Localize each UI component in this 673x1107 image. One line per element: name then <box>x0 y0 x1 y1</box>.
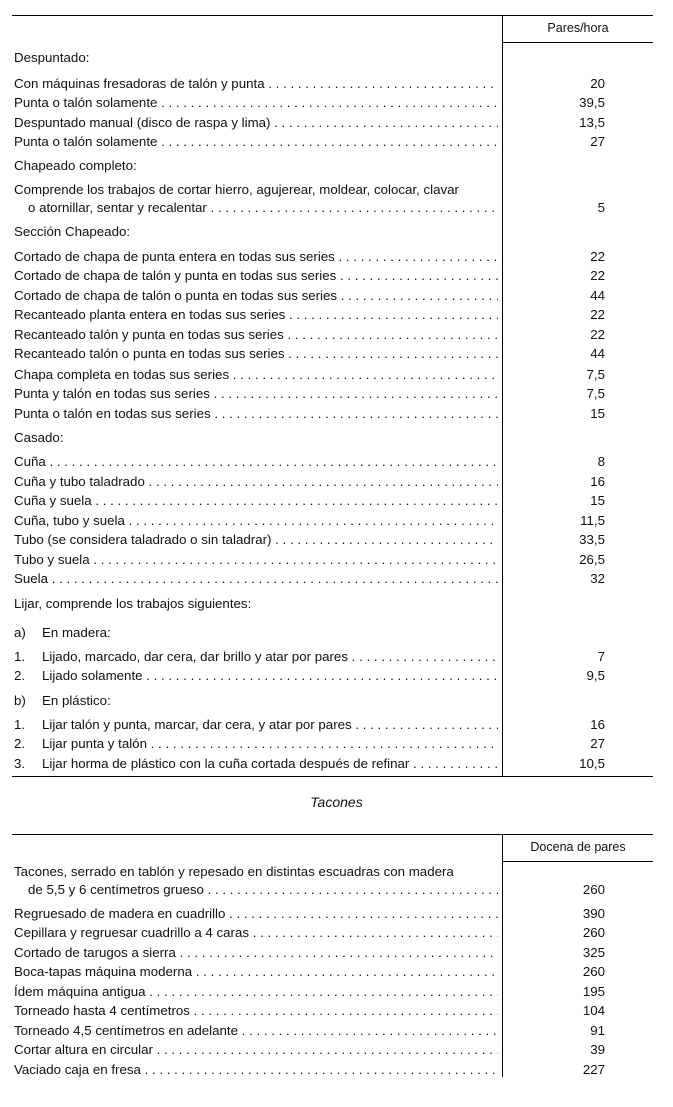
row-value: 10,5 <box>579 756 605 771</box>
row-label: Tubo y suela . . . <box>14 550 498 569</box>
row-value: 260 <box>582 964 605 979</box>
row-value: 11,5 <box>580 513 605 528</box>
row-label: de 5,5 y 6 centímetros grueso . . . <box>28 880 498 899</box>
row-label: Torneado 4,5 centímetros en adelante . . . <box>14 1021 498 1040</box>
row-value: 44 <box>590 346 605 361</box>
row-label: Lijar punta y talón . . . <box>42 734 498 753</box>
row-label: Regruesado de madera en cuadrillo . . . <box>14 904 498 923</box>
row-value: 16 <box>590 474 605 489</box>
row-value: 13,5 <box>579 115 605 130</box>
row-label: Ídem máquina antigua . . . <box>14 982 498 1001</box>
row-label: Cortado de tarugos a sierra . . . <box>14 943 498 962</box>
row-value: 260 <box>582 925 605 940</box>
list-marker: 1. <box>14 717 26 732</box>
section-heading: Chapeado completo: <box>14 158 137 173</box>
row-value: 390 <box>582 906 605 921</box>
row-label: Cortado de chapa de punta entera en todas sus series . . . <box>14 247 498 266</box>
row-label: Lijar horma de plástico con la cuña cortada después de refinar . . . <box>42 754 498 773</box>
row-label: Cepillara y regruesar cuadrillo a 4 caras . . . <box>14 923 498 942</box>
header-rule <box>502 42 653 43</box>
row-label: Punta o talón solamente . . . <box>14 132 498 151</box>
row-label: Comprende los trabajos de cortar hierro, agujerear, moldear, colocar, clavar <box>14 182 459 197</box>
row-value: 9,5 <box>586 668 605 683</box>
row-label: Cortado de chapa de talón y punta en todas sus series . . . <box>14 266 498 285</box>
table-top-rule <box>12 834 653 835</box>
rates-table-dozen-pairs <box>12 834 653 1079</box>
row-value: 22 <box>590 249 605 264</box>
row-value: 7,5 <box>586 367 605 382</box>
row-value: 20 <box>590 76 605 91</box>
row-label: Recanteado planta entera en todas sus series . . . <box>14 305 498 324</box>
row-label: Lijado solamente . . . <box>42 666 498 685</box>
row-value: 22 <box>590 307 605 322</box>
row-value: 39,5 <box>579 95 605 110</box>
row-label: Chapa completa en todas sus series . . . <box>14 365 498 384</box>
header-rule <box>502 861 653 862</box>
row-label: Cuña y tubo taladrado . . . <box>14 472 498 491</box>
row-value: 33,5 <box>579 532 605 547</box>
row-label: Recanteado talón y punta en todas sus series . . . <box>14 325 498 344</box>
row-value: 227 <box>582 1062 605 1077</box>
row-value: 32 <box>590 571 605 586</box>
row-label: Con máquinas fresadoras de talón y punta . . . <box>14 74 498 93</box>
section-heading: Despuntado: <box>14 50 90 65</box>
row-value: 39 <box>590 1042 605 1057</box>
row-value: 16 <box>590 717 605 732</box>
row-value: 44 <box>590 288 605 303</box>
table-top-rule <box>12 15 653 16</box>
row-label: Vaciado caja en fresa . . . <box>14 1060 498 1079</box>
row-label: Cortado de chapa de talón o punta en todas sus series . . . <box>14 286 498 305</box>
row-label: Recanteado talón o punta en todas sus series . . . <box>14 344 498 363</box>
row-value: 7 <box>597 649 605 664</box>
row-label: o atornillar, sentar y recalentar . . . <box>28 198 498 217</box>
row-label: Suela . . . <box>14 569 498 588</box>
row-value: 104 <box>582 1003 605 1018</box>
row-label: Boca-tapas máquina moderna . . . <box>14 962 498 981</box>
row-label: Lijar talón y punta, marcar, dar cera, y atar por pares . . . <box>42 715 498 734</box>
column-header: Pares/hora <box>547 21 609 35</box>
section-heading: Casado: <box>14 430 64 445</box>
row-value: 22 <box>590 268 605 283</box>
row-value: 27 <box>590 736 605 751</box>
rates-table-pairs-per-hour <box>12 15 653 778</box>
list-marker: a) <box>14 625 26 640</box>
section-heading: Sección Chapeado: <box>14 224 131 239</box>
list-marker: 3. <box>14 756 26 771</box>
row-value: 26,5 <box>579 552 605 567</box>
list-marker: 2. <box>14 736 26 751</box>
column-header: Docena de pares <box>530 840 626 854</box>
column-divider <box>502 834 503 1077</box>
section-subtitle: Tacones <box>310 794 363 810</box>
row-label: Despuntado manual (disco de raspa y lima) . . . <box>14 113 498 132</box>
row-label: Torneado hasta 4 centímetros . . . <box>14 1001 498 1020</box>
row-value: 22 <box>590 327 605 342</box>
row-value: 15 <box>590 493 605 508</box>
row-value: 195 <box>582 984 605 999</box>
row-label: Cortar altura en circular . . . <box>14 1040 498 1059</box>
subsection-heading: En madera: <box>42 625 111 640</box>
row-value: 5 <box>597 200 605 215</box>
row-value: 8 <box>597 454 605 469</box>
list-marker: 1. <box>14 649 26 664</box>
row-label: Punta y talón en todas sus series . . . <box>14 384 498 403</box>
row-label: Cuña . . . <box>14 452 498 471</box>
section-heading: Lijar, comprende los trabajos siguientes: <box>14 596 252 611</box>
subsection-heading: En plástico: <box>42 693 111 708</box>
row-value: 260 <box>582 882 605 897</box>
table-bottom-rule <box>12 776 653 777</box>
row-label: Punta o talón en todas sus series . . . <box>14 404 498 423</box>
row-value: 325 <box>582 945 605 960</box>
row-label: Tacones, serrado en tablón y repesado en distintas escuadras con madera <box>14 864 454 879</box>
row-value: 15 <box>590 406 605 421</box>
row-value: 91 <box>590 1023 605 1038</box>
row-value: 27 <box>590 134 605 149</box>
row-label: Lijado, marcado, dar cera, dar brillo y atar por pares . . . <box>42 647 498 666</box>
list-marker: 2. <box>14 668 26 683</box>
row-value: 7,5 <box>586 386 605 401</box>
list-marker: b) <box>14 693 26 708</box>
row-label: Punta o talón solamente . . . <box>14 93 498 112</box>
row-label: Tubo (se considera taladrado o sin taladrar) . . . <box>14 530 498 549</box>
row-label: Cuña, tubo y suela . . . <box>14 511 498 530</box>
row-label: Cuña y suela . . . <box>14 491 498 510</box>
column-divider <box>502 15 503 776</box>
